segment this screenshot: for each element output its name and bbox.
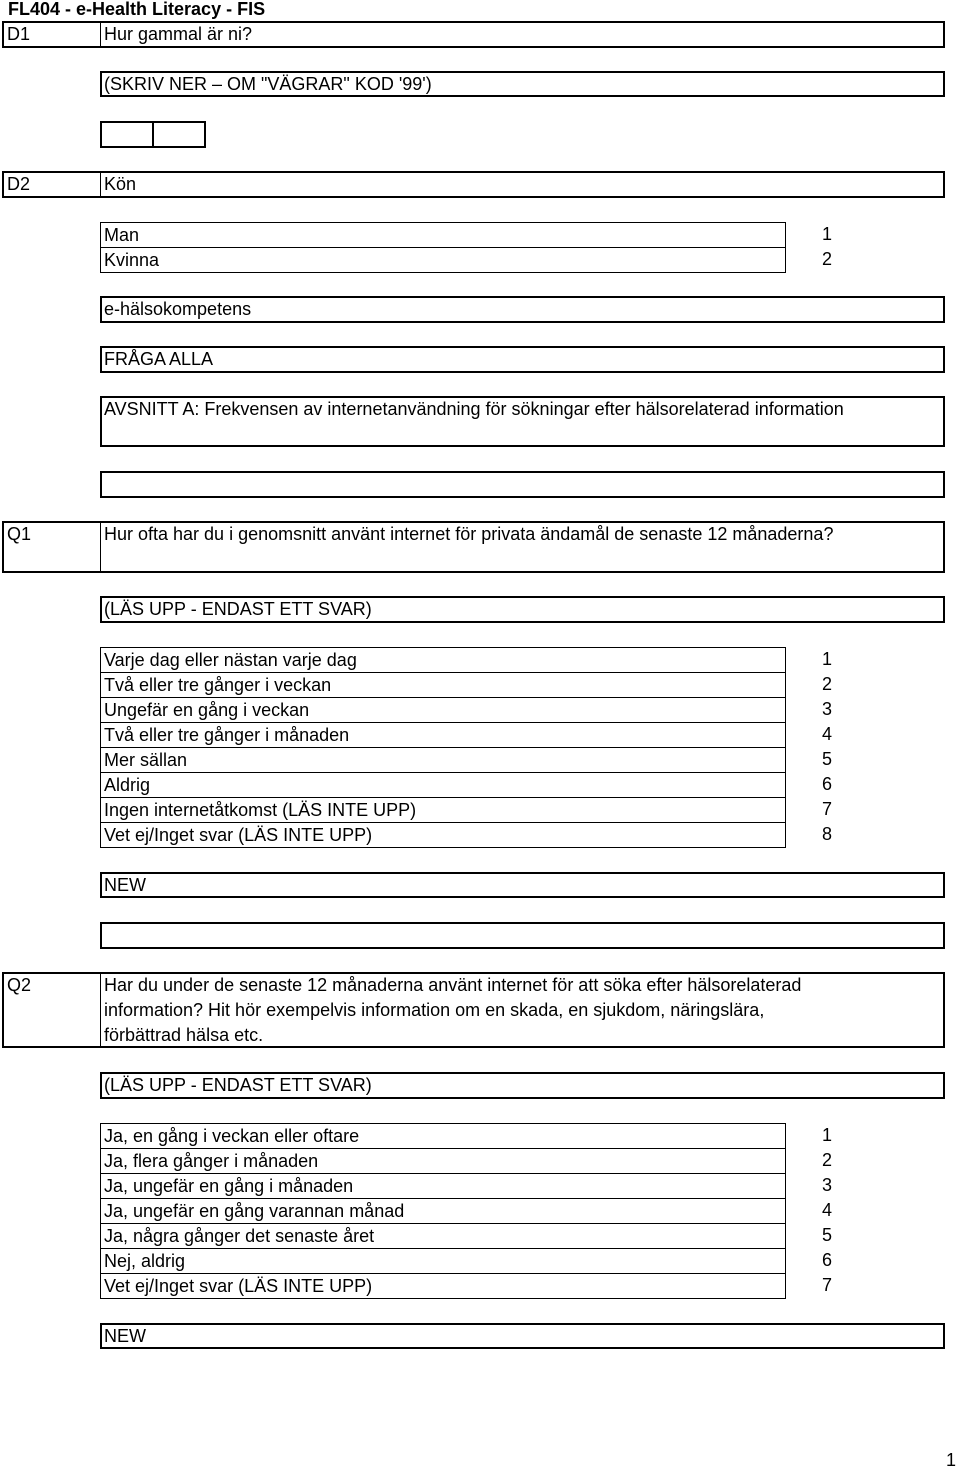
q1-new-tag: NEW bbox=[104, 875, 146, 895]
q1-option-2[interactable]: Två eller tre gånger i veckan bbox=[100, 672, 786, 698]
document-title: FL404 - e-Health Literacy - FIS bbox=[8, 0, 266, 19]
d1-code: D1 bbox=[7, 24, 31, 44]
q2-code-3: 3 bbox=[822, 1175, 833, 1195]
q1-code-6: 6 bbox=[822, 774, 833, 794]
q2-question-line-3: förbättrad hälsa etc. bbox=[104, 1025, 264, 1045]
part-a-heading: AVSNITT A: Frekvensen av internetanvändning för sökningar efter hälsorelaterad information bbox=[104, 399, 844, 419]
q1-code-4: 4 bbox=[822, 724, 833, 744]
q2-option-4[interactable]: Ja, ungefär en gång varannan månad bbox=[100, 1198, 786, 1224]
q1-option-1[interactable]: Varje dag eller nästan varje dag bbox=[100, 647, 786, 673]
q1-instruction: (LÄS UPP - ENDAST ETT SVAR) bbox=[104, 599, 372, 619]
q2-code-6: 6 bbox=[822, 1250, 833, 1270]
d1-question: Hur gammal är ni? bbox=[104, 24, 253, 44]
age-input-digit-1[interactable] bbox=[100, 121, 154, 148]
page-number: 1 bbox=[946, 1450, 957, 1470]
d2-divider bbox=[100, 171, 101, 198]
q1-code-7: 7 bbox=[822, 799, 833, 819]
empty-row-1 bbox=[100, 471, 945, 498]
d2-option-kvinna[interactable]: Kvinna bbox=[100, 247, 786, 273]
q1-option-6[interactable]: Aldrig bbox=[100, 772, 786, 798]
q1-code-2: 2 bbox=[822, 674, 833, 694]
q2-option-2[interactable]: Ja, flera gånger i månaden bbox=[100, 1148, 786, 1174]
q1-new-box bbox=[100, 872, 945, 898]
d1-divider bbox=[100, 21, 102, 48]
q1-option-5[interactable]: Mer sällan bbox=[100, 747, 786, 773]
q2-option-6[interactable]: Nej, aldrig bbox=[100, 1248, 786, 1274]
q2-question-line-1: Har du under de senaste 12 månaderna använt internet för att söka efter hälsorelaterad bbox=[104, 975, 802, 995]
q2-new-box bbox=[100, 1323, 945, 1349]
q1-code: Q1 bbox=[7, 524, 32, 544]
q2-code-5: 5 bbox=[822, 1225, 833, 1245]
q2-code-1: 1 bbox=[822, 1125, 833, 1145]
ask-all-box bbox=[100, 346, 945, 373]
empty-row-2 bbox=[100, 922, 945, 949]
q2-option-3[interactable]: Ja, ungefär en gång i månaden bbox=[100, 1173, 786, 1199]
q2-option-5[interactable]: Ja, några gånger det senaste året bbox=[100, 1223, 786, 1249]
d1-instruction: (SKRIV NER – OM "VÄGRAR" KOD '99') bbox=[104, 74, 432, 94]
q2-option-7[interactable]: Vet ej/Inget svar (LÄS INTE UPP) bbox=[100, 1273, 786, 1299]
q2-code-2: 2 bbox=[822, 1150, 833, 1170]
q2-code: Q2 bbox=[7, 975, 32, 995]
section-heading: e-hälsokompetens bbox=[104, 299, 252, 319]
q1-code-1: 1 bbox=[822, 649, 833, 669]
q2-code-4: 4 bbox=[822, 1200, 833, 1220]
q2-instruction: (LÄS UPP - ENDAST ETT SVAR) bbox=[104, 1075, 372, 1095]
q1-option-7[interactable]: Ingen internetåtkomst (LÄS INTE UPP) bbox=[100, 797, 786, 823]
q1-option-4[interactable]: Två eller tre gånger i månaden bbox=[100, 722, 786, 748]
d2-question: Kön bbox=[104, 174, 137, 194]
q1-code-5: 5 bbox=[822, 749, 833, 769]
q2-option-1[interactable]: Ja, en gång i veckan eller oftare bbox=[100, 1123, 786, 1149]
d2-row bbox=[2, 171, 945, 198]
d2-code-man: 1 bbox=[822, 224, 833, 244]
d2-code-kvinna: 2 bbox=[822, 249, 833, 269]
q2-question-line-2: information? Hit hör exempelvis information om en skada, en sjukdom, näringslära, bbox=[104, 1000, 765, 1020]
q2-divider bbox=[100, 972, 101, 1048]
q1-code-3: 3 bbox=[822, 699, 833, 719]
q1-option-3[interactable]: Ungefär en gång i veckan bbox=[100, 697, 786, 723]
q1-question: Hur ofta har du i genomsnitt använt internet för privata ändamål de senaste 12 månaderna? bbox=[104, 524, 834, 544]
q2-new-tag: NEW bbox=[104, 1326, 146, 1346]
q1-code-8: 8 bbox=[822, 824, 833, 844]
q2-code-7: 7 bbox=[822, 1275, 833, 1295]
age-input-digit-2[interactable] bbox=[152, 121, 206, 148]
d2-option-man[interactable]: Man bbox=[100, 222, 786, 248]
ask-all-label: FRÅGA ALLA bbox=[104, 349, 214, 369]
d2-code: D2 bbox=[7, 174, 31, 194]
q1-option-8[interactable]: Vet ej/Inget svar (LÄS INTE UPP) bbox=[100, 822, 786, 848]
q1-divider bbox=[100, 521, 101, 573]
